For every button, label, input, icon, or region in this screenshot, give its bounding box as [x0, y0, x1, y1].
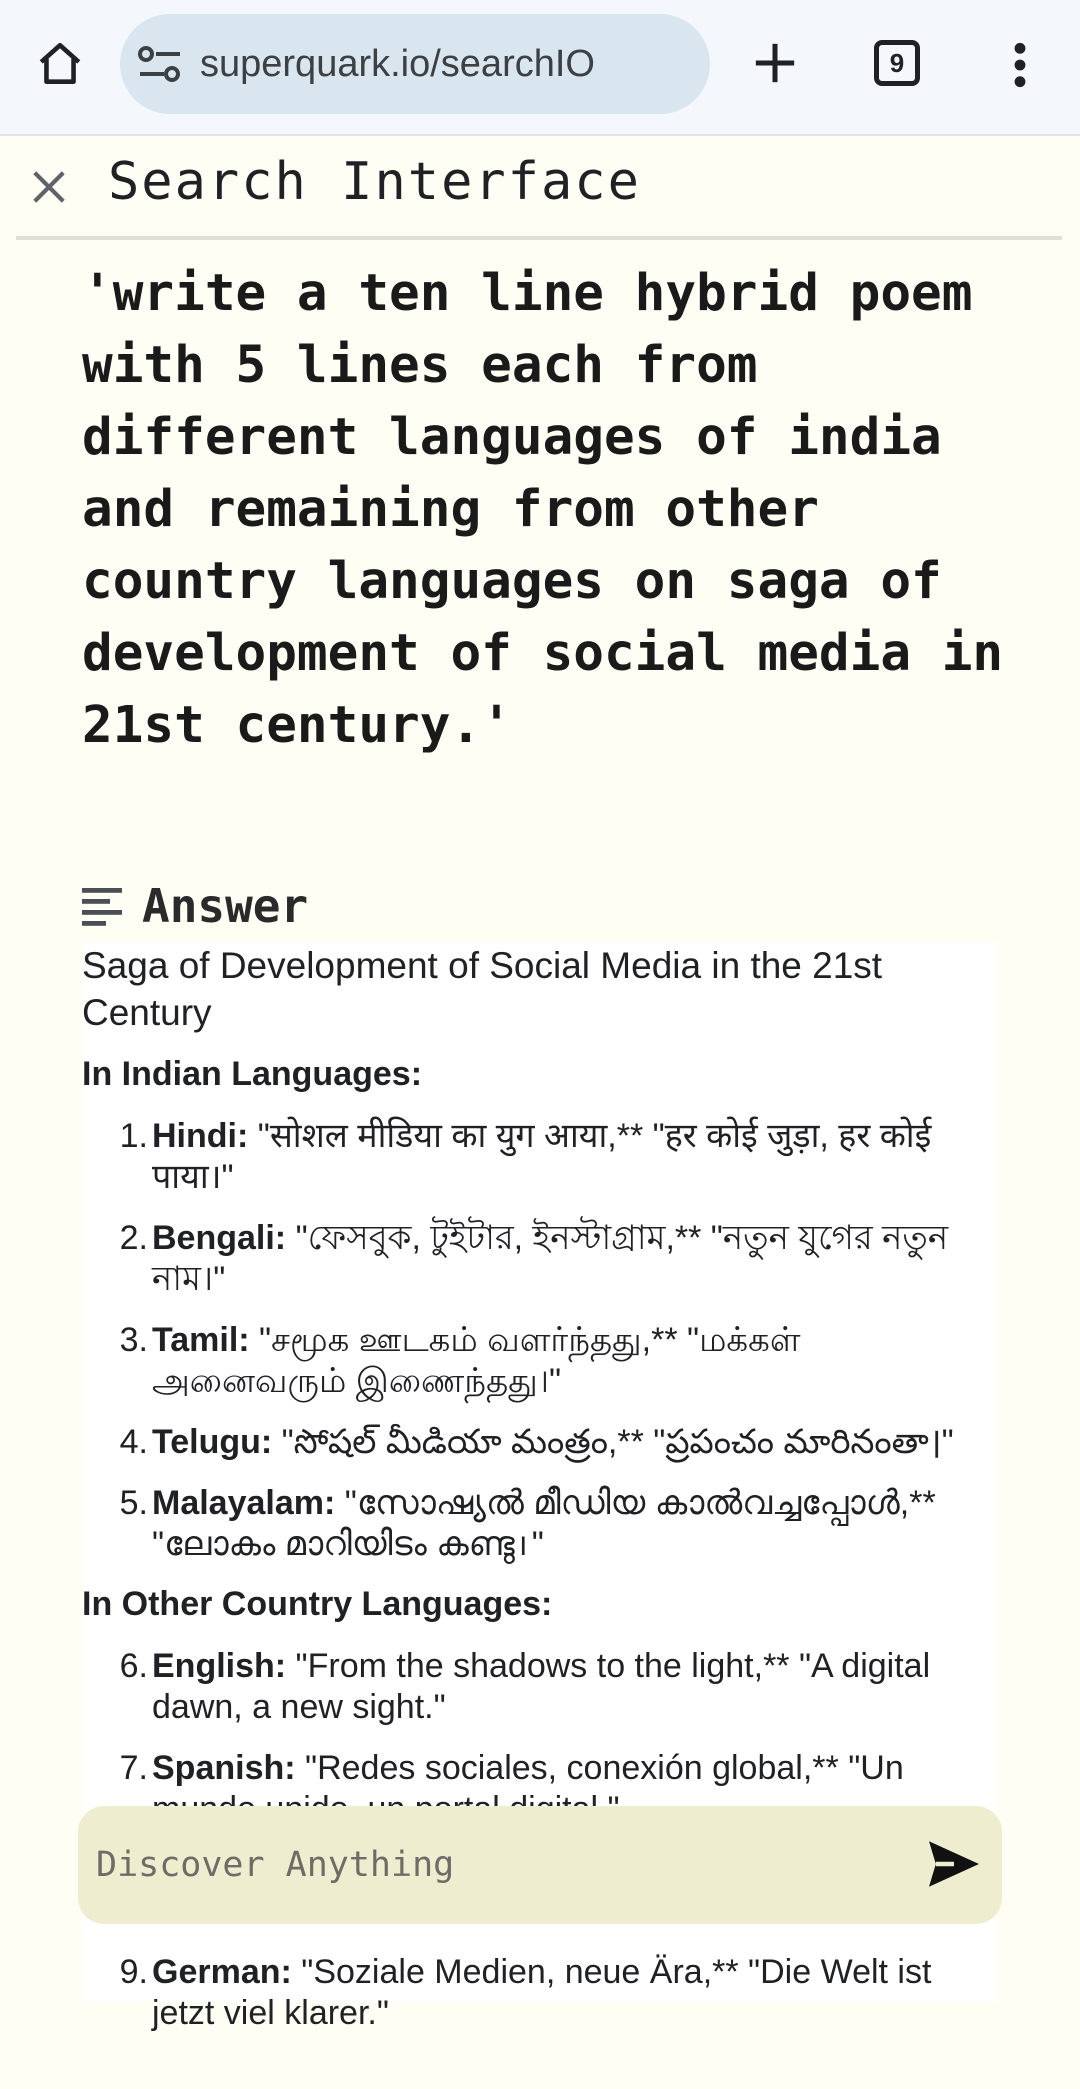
browser-toolbar: [0, 0, 1080, 136]
answer-title: Saga of Development of Social Media in the 21st Century: [82, 945, 883, 1033]
address-bar[interactable]: [120, 14, 710, 114]
poem-text: "ফেসবুক, টুইটার, ইনস্টাগ্রাম,** "নতুন যুগের নতুন নাম।": [152, 1219, 949, 1298]
answer-heading: [82, 876, 308, 936]
section-heading-indian: In Indian Languages:: [82, 1055, 423, 1093]
line-number: 6.: [119, 1647, 148, 1685]
language-name: Bengali:: [152, 1219, 287, 1257]
answer-label: Answer: [142, 879, 309, 933]
poem-text: "സോഷ്യൽ മീഡിയ കാൽവച്ചപ്പോൾ,** "ലോകം മാറിയിടം കണ്ടു।": [152, 1484, 936, 1563]
home-icon: [35, 39, 85, 89]
line-number: 9.: [119, 1953, 148, 1991]
poem-text: "सोशल मीडिया का युग आया,** "हर कोई जुड़ा, हर कोई पाया।": [152, 1117, 932, 1196]
query-text: 'write a ten line hybrid poem with 5 lines each from different languages of india and remaining from other country languages on saga of development of social media in 21st century.': [82, 264, 1004, 755]
poem-text: "సోషల్ మీడియా మంత్రం,** "ప్రపంచం మారినంతా।": [272, 1423, 954, 1461]
more-vertical-icon: [1010, 40, 1030, 90]
send-button[interactable]: [922, 1832, 986, 1896]
poem-text: "சமூக ஊடகம் வளர்ந்தது,** "மக்கள் அனைவரும் இணைந்தது।": [152, 1321, 801, 1400]
home-button[interactable]: [28, 32, 92, 96]
language-name: Spanish:: [152, 1749, 296, 1787]
poem-text: "From the shadows to the light,** "A digital dawn, a new sight.": [152, 1647, 931, 1726]
line-number: 3.: [119, 1321, 148, 1359]
send-icon: [926, 1839, 982, 1889]
language-name: German:: [152, 1953, 292, 1991]
close-icon: [30, 168, 68, 206]
line-number: 1.: [119, 1117, 148, 1155]
search-box: [78, 1806, 1002, 1924]
tab-switcher-button[interactable]: [874, 40, 920, 86]
language-name: English:: [152, 1647, 287, 1685]
search-input[interactable]: [96, 1806, 876, 1924]
plus-icon: [752, 40, 798, 86]
tab-count: 9: [889, 47, 905, 78]
url-text[interactable]: superquark.io/searchIO: [200, 43, 595, 85]
language-name: Hindi:: [152, 1117, 249, 1155]
language-name: Tamil:: [152, 1321, 250, 1359]
line-number: 5.: [119, 1484, 148, 1522]
poem-text: "Soziale Medien, neue Ära,** "Die Welt ist jetzt viel klarer.": [152, 1953, 932, 2032]
panel-header: [16, 138, 1062, 240]
panel-title: Search Interface: [108, 152, 641, 212]
language-name: Malayalam:: [152, 1484, 336, 1522]
new-tab-button[interactable]: [742, 30, 808, 96]
site-settings-icon[interactable]: [138, 44, 182, 84]
text-lines-icon: [82, 886, 126, 926]
language-name: Telugu:: [152, 1423, 273, 1461]
browser-menu-button[interactable]: [990, 32, 1050, 98]
line-number: 4.: [119, 1423, 148, 1461]
line-number: 2.: [119, 1219, 148, 1257]
poem-text: "Redes sociales, conexión global,** "Un: [305, 1749, 904, 1787]
close-button[interactable]: [24, 162, 74, 212]
section-heading-other: In Other Country Languages:: [82, 1585, 553, 1623]
line-number: 7.: [119, 1749, 148, 1787]
